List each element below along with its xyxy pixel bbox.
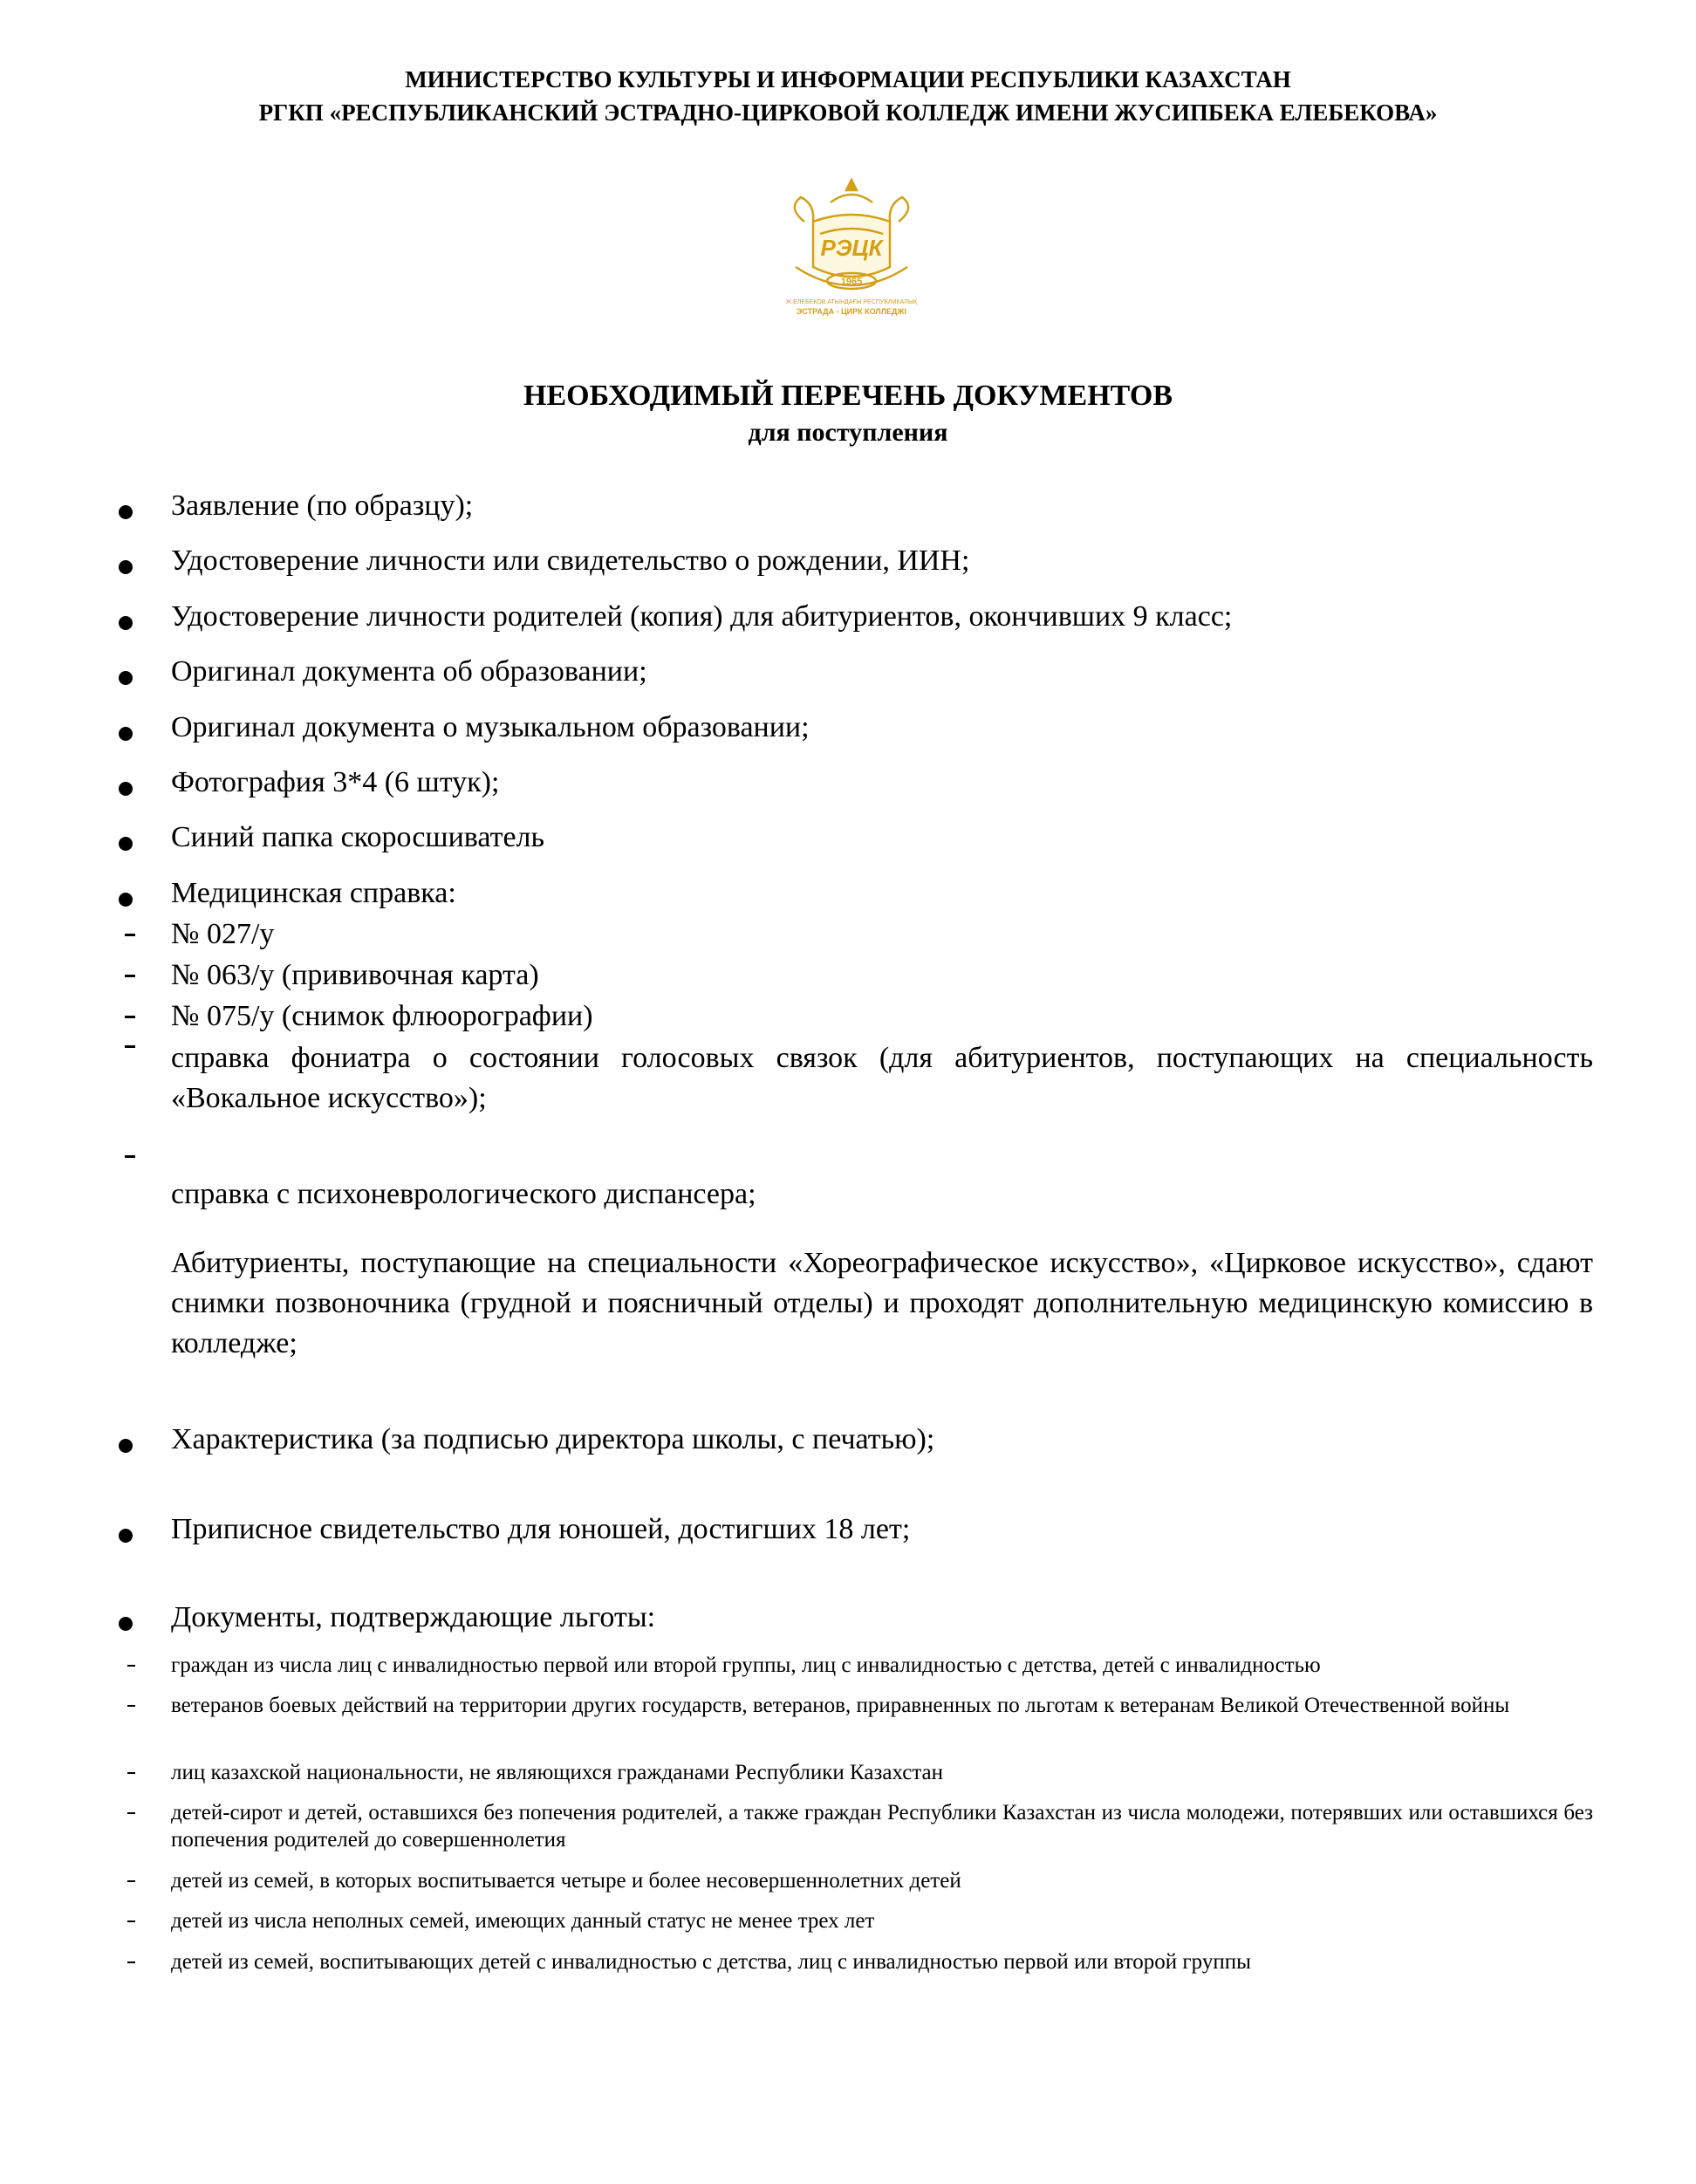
ministry-line: МИНИСТЕРСТВО КУЛЬТУРЫ И ИНФОРМАЦИИ РЕСПУБЛИКИ КАЗАХСТАН — [405, 66, 1291, 92]
college-logo — [769, 173, 933, 318]
dash-icon — [127, 1880, 135, 1882]
document-title — [0, 377, 1696, 450]
bullet-icon — [119, 893, 133, 907]
bullet-icon — [119, 1617, 133, 1631]
dash-icon — [127, 1812, 135, 1814]
bullet-icon — [119, 505, 133, 519]
bullet-icon — [119, 616, 133, 630]
dash-icon — [125, 1045, 135, 1048]
bullet-icon — [119, 782, 133, 796]
dash-icon — [127, 1665, 135, 1667]
document-header — [0, 63, 1696, 129]
dash-icon — [125, 975, 135, 977]
bullet-icon — [119, 560, 133, 574]
college-line: РГКП «РЕСПУБЛИКАНСКИЙ ЭСТРАДНО-ЦИРКОВОЙ КОЛЛЕДЖ ИМЕНИ ЖУСИПБЕКА ЕЛЕБЕКОВА» — [258, 99, 1438, 126]
bullet-icon — [119, 1439, 133, 1453]
dash-icon — [127, 1705, 135, 1707]
dash-icon — [125, 1016, 135, 1018]
dash-icon — [127, 1961, 135, 1963]
dash-icon — [127, 1920, 135, 1922]
logo-caption-1: Ж.ЕЛЕБЕКОВ АТЫНДАҒЫ РЕСПУБЛИКАЛЫҚ — [785, 299, 918, 305]
bullet-icon — [119, 671, 133, 685]
logo-year: 1965 — [840, 277, 863, 287]
bullet-icon — [119, 1529, 133, 1543]
bullet-icon — [119, 837, 133, 851]
dash-icon — [127, 1772, 135, 1774]
bullet-icon — [119, 727, 133, 741]
dash-icon — [125, 934, 135, 936]
dash-icon — [125, 1155, 135, 1158]
title-main: НЕОБХОДИМЫЙ ПЕРЕЧЕНЬ ДОКУМЕНТОВ — [523, 380, 1173, 412]
title-sub: для поступления — [748, 418, 948, 447]
logo-emblem-text: РЭЦК — [820, 235, 883, 261]
logo-caption-2: ЭСТРАДА - ЦИРК КОЛЛЕДЖІ — [796, 307, 907, 316]
